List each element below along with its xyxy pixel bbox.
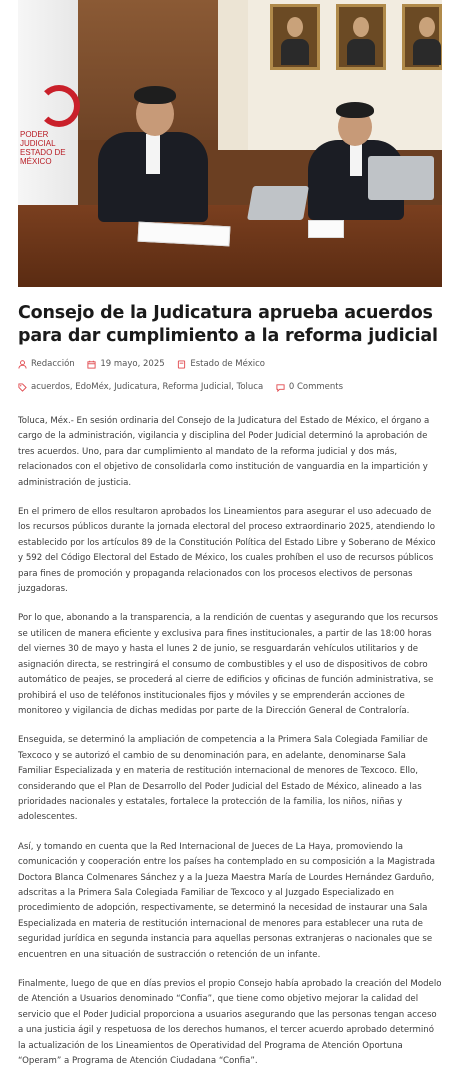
paragraph: En el primero de ellos resultaron aprobados los Lineamientos para asegurar el uso adecuado de los recursos públicos durante la jornada electoral del proceso extraordinario 2025, atendiendo lo establecido por los artículos 89 de la Constitución Política del Estado Libre y Soberano de México y 592 del Código Electoral del Estado de México, los cuales prohíben el uso de recursos públicos para fines de promoción y propaganda relacionados con los procesos electivos de personas juzgadoras. bbox=[18, 507, 436, 595]
paragraph: Así, y tomando en cuenta que la Red Internacional de Jueces de La Haya, promoviendo la comunicación y cooperación entre los países ha contemplado en su composición a la Magistrada Doctora Blanca Colmenares Sánchez y a la Jueza Maestra María de Lourdes Hernández Garduño, adscritas a la Primera Sala Colegiada Familiar de Texcoco y al Juzgado Especializado en procedimiento de adopción, respectivamente, se determinó la necesidad de instaurar una Sala Especializada en materia de restitución internacional de menores para establecer una ruta de seguridad jurídica en segunda instancia para aquellas personas extranjeras o nacionales que se encuentren en una situación de sustracción o retención de un infante. bbox=[18, 841, 436, 960]
calendar-icon bbox=[87, 360, 96, 369]
paragraph: Por lo que, abonando a la transparencia, a la rendición de cuentas y asegurando que los recursos se utilicen de manera eficiente y exclusiva para fines institucionales, a partir de las 18:00 horas del viernes 30 de mayo y hasta el lunes 2 de junio, se resguardarán vehículos utilitarios y de asignación directa, se restringirá el consumo de combustibles y el uso de dispositivos de cobro automático de peajes, se procederá al cierre de edificios y oficinas de función administrativa, se prohibirá el uso de teléfonos institucionales fijos y móviles y se emprenderán acciones de monitoreo y vigilancia de dichas medidas por parte de la Dirección General de Contraloría. bbox=[18, 613, 438, 716]
laptop-center bbox=[247, 186, 309, 220]
tag-icon bbox=[18, 383, 27, 392]
portrait-3 bbox=[402, 4, 442, 70]
laptop-right bbox=[368, 156, 434, 200]
user-icon bbox=[18, 360, 27, 369]
author[interactable] bbox=[18, 359, 75, 369]
tags[interactable] bbox=[18, 382, 263, 392]
date-text: 19 mayo, 2025 bbox=[100, 359, 165, 369]
article-body bbox=[18, 414, 442, 1083]
article-title: Consejo de la Judicatura aprueba acuerdos para dar cumplimiento a la reforma judicial bbox=[18, 303, 438, 346]
folder-icon bbox=[177, 360, 186, 369]
category-text: Estado de México bbox=[190, 359, 265, 369]
paragraph: Toluca, Méx.- En sesión ordinaria del Consejo de la Judicatura del Estado de México, el órgano a cargo de la administración, vigilancia y disciplina del Poder Judicial determinó la aprobación de tres acuerdos. Uno, para dar cumplimiento al mandato de la reforma judicial y dos más, relacionados con el objetivo de consolidarla como institución de vanguardia en la impartición y administración de justicia. bbox=[18, 416, 430, 488]
name-plate bbox=[308, 220, 344, 238]
comments-text: 0 Comments bbox=[288, 382, 344, 392]
flag-text: PODER JUDICIAL ESTADO DE MÉXICO bbox=[20, 130, 66, 166]
author-name: Redacción bbox=[31, 359, 75, 369]
article-tags-row bbox=[18, 382, 448, 395]
comment-icon bbox=[276, 383, 285, 392]
article-meta bbox=[18, 359, 448, 372]
portrait-1 bbox=[270, 4, 320, 70]
comments-link[interactable] bbox=[276, 382, 343, 392]
category-link[interactable] bbox=[177, 359, 265, 369]
portrait-2 bbox=[336, 4, 386, 70]
tags-text: acuerdos, EdoMéx, Judicatura, Reforma Judicial, Toluca bbox=[31, 382, 264, 392]
paragraph: Finalmente, luego de que en días previos el propio Consejo había aprobado la creación del Modelo de Atención a Usuarios denominado “Confia”, que tiene como objetivo mejorar la calidad del servicio que el Poder Judicial proporciona a usuarios asegurando que las personas tengan acceso a una justicia ágil y respetuosa de los derechos humanos, el tercer acuerdo aprobado determinó la actualización de los Lineamientos de Operatividad del Programa de Atención Oportuna “Operam” a Programa de Atención Ciudadana “Confia”. bbox=[18, 979, 442, 1067]
post-date[interactable] bbox=[87, 359, 164, 369]
paragraph: Enseguida, se determinó la ampliación de competencia a la Primera Sala Colegiada Familiar de Texcoco y se autorizó el cambio de su denominación para, en adelante, denominarse Sala Familiar Especializada y en materia de restitución internacional de menores de Texcoco. Ello, considerando que el Plan de Desarrollo del Poder Judicial del Estado de México, alineado a las prioridades nacionales y estatales, fortalece la protección de la familia, los niños, niñas y adolescentes. bbox=[18, 735, 428, 823]
hero-image bbox=[18, 0, 442, 287]
